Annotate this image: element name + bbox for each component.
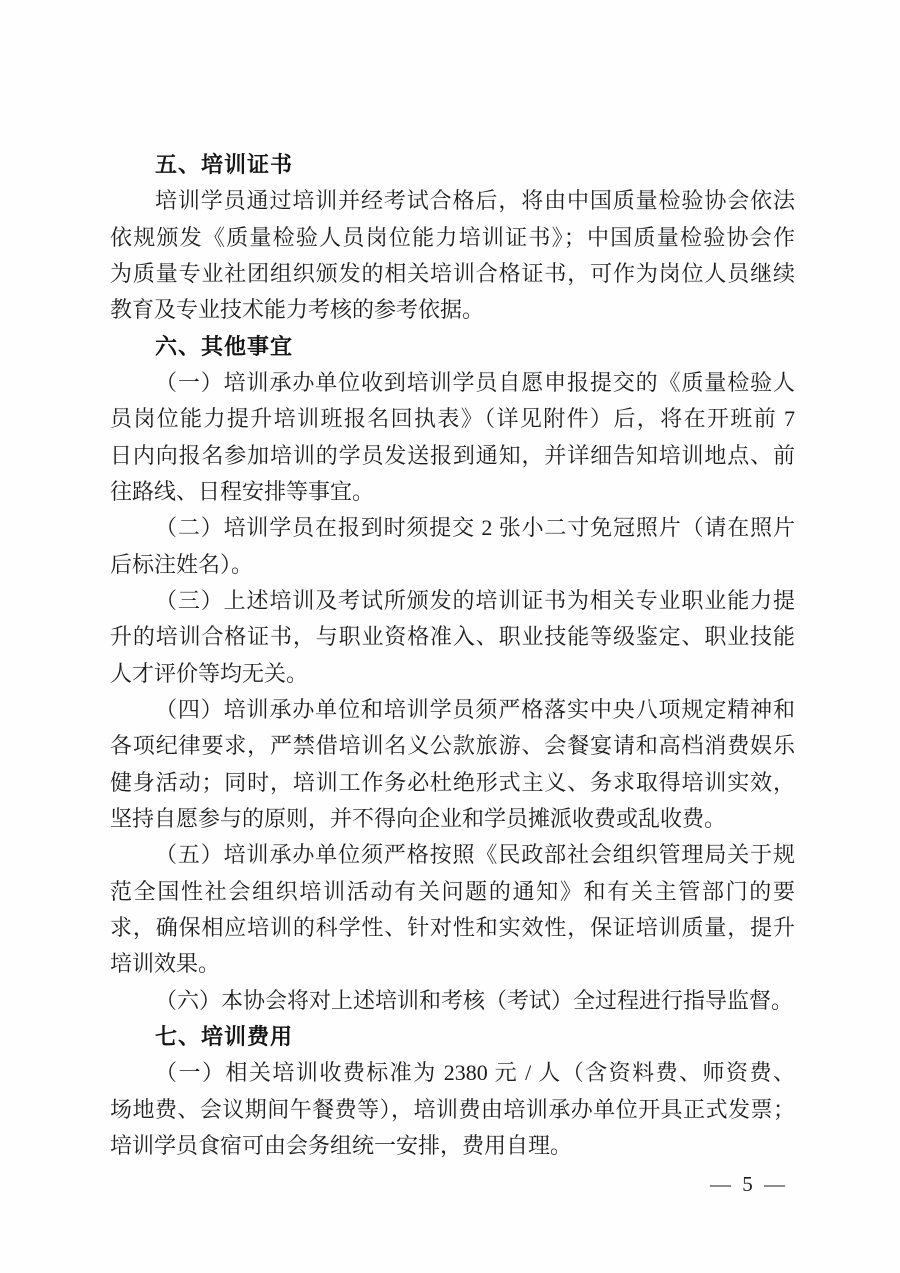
text-line: 为质量专业社团组织颁发的相关培训合格证书，可作为岗位人员继续 [110,260,795,286]
text-line: （一）相关培训收费标准为 2380 元 / 人（含资料费、师资费、 [155,1060,795,1086]
text-line: 培训学员食宿可由会务组统一安排，费用自理。 [110,1132,573,1158]
text-line: 求，确保相应培训的科学性、针对性和实效性，保证培训质量，提升 [110,914,795,940]
text-line: （二）培训学员在报到时须提交 2 张小二寸免冠照片（请在照片 [155,515,795,541]
text-line: （三）上述培训及考试所颁发的培训证书为相关专业职业能力提 [155,587,795,613]
page-number: — 5 — [710,1172,788,1196]
section-heading: 七、培训费用 [155,1023,294,1049]
text-line: 后标注姓名）。 [110,551,254,577]
text-line: 范全国性社会组织培训活动有关问题的通知》和有关主管部门的要 [110,878,795,904]
text-line: 日内向报名参加培训的学员发送报到通知，并详细告知培训地点、前 [110,442,795,468]
text-line: 培训学员通过培训并经考试合格后，将由中国质量检验协会依法 [155,188,795,214]
text-line: 健身活动；同时，培训工作务必杜绝形式主义、务求取得培训实效， [110,769,795,795]
text-line: （五）培训承办单位须严格按照《民政部社会组织管理局关于规 [155,842,795,868]
section-heading: 五、培训证书 [155,152,294,177]
text-line: 教育及专业技术能力考核的参考依据。 [110,297,485,323]
text-line: （四）培训承办单位和培训学员须严格落实中央八项规定精神和 [155,696,795,722]
section-heading: 六、其他事宜 [155,333,294,359]
text-line: 升的培训合格证书，与职业资格准入、职业技能等级鉴定、职业技能 [110,624,795,650]
text-line: 人才评价等均无关。 [110,660,309,686]
text-line: 依规颁发《质量检验人员岗位能力培训证书》；中国质量检验协会作 [110,224,795,250]
text-line: 坚持自愿参与的原则，并不得向企业和学员摊派收费或乱收费。 [110,805,727,831]
text-line: 场地费、会议期间午餐费等），培训费由培训承办单位开具正式发票； [110,1096,795,1122]
text-line: （一）培训承办单位收到培训学员自愿申报提交的《质量检验人 [155,369,795,395]
text-line: （六）本协会将对上述培训和考核（考试）全过程进行指导监督。 [155,987,794,1013]
text-line: 各项纪律要求，严禁借培训名义公款旅游、会餐宴请和高档消费娱乐 [110,733,795,759]
text-line: 培训效果。 [110,951,221,977]
text-line: 员岗位能力提升培训班报名回执表》（详见附件）后，将在开班前 7 [110,406,795,432]
document-body [110,147,795,1164]
text-line: 往路线、日程安排等事宜。 [110,478,375,504]
